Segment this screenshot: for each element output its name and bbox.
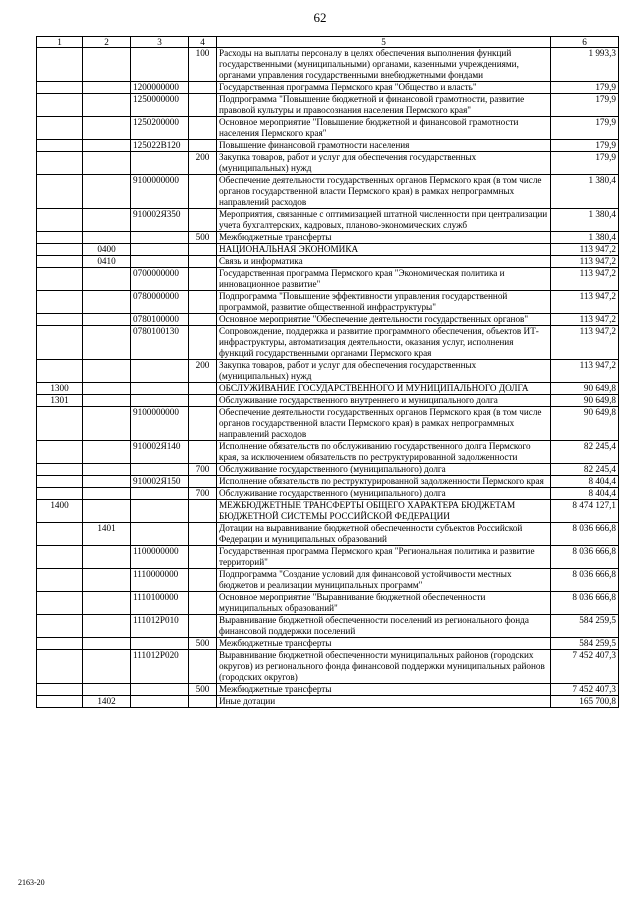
amount: 8 404,4: [551, 476, 619, 488]
column-header: 1: [37, 37, 83, 48]
subsection-code: 1402: [83, 696, 131, 708]
item-name: Обеспечение деятельности государственных органов Пермского края (в том числе органов государственной власти Пермского края) в рамках непрограммных направлений расходов: [217, 175, 551, 209]
subsection-code: [83, 360, 131, 383]
table-row: [37, 94, 619, 117]
section-code: [37, 488, 83, 500]
item-name: Мероприятия, связанные с оптимизацией штатной численности при централизации учета бухгалтерских, кадровых, планово-экономических служб: [217, 209, 551, 232]
section-code: 1301: [37, 395, 83, 407]
target-article-code: 1100000000: [131, 546, 189, 569]
amount: 113 947,2: [551, 360, 619, 383]
section-code: [37, 268, 83, 291]
amount: 179,9: [551, 152, 619, 175]
expense-type-code: [189, 140, 217, 152]
target-article-code: 0780100130: [131, 326, 189, 360]
table-row: [37, 407, 619, 441]
amount: 8 474 127,1: [551, 500, 619, 523]
expense-type-code: [189, 615, 217, 638]
target-article-code: 1110100000: [131, 592, 189, 615]
budget-table: [36, 36, 619, 708]
page-number: 62: [313, 10, 327, 25]
table-row: [37, 82, 619, 94]
item-name: МЕЖБЮДЖЕТНЫЕ ТРАНСФЕРТЫ ОБЩЕГО ХАРАКТЕРА БЮДЖЕТАМ БЮДЖЕТНОЙ СИСТЕМЫ РОССИЙСКОЙ ФЕДЕРАЦИИ: [217, 500, 551, 523]
section-code: [37, 117, 83, 140]
amount: 113 947,2: [551, 244, 619, 256]
item-name: Повышение финансовой грамотности населения: [217, 140, 551, 152]
subsection-code: [83, 94, 131, 117]
table-row: [37, 256, 619, 268]
expense-type-code: 100: [189, 48, 217, 82]
section-code: 1400: [37, 500, 83, 523]
item-name: НАЦИОНАЛЬНАЯ ЭКОНОМИКА: [217, 244, 551, 256]
subsection-code: [83, 395, 131, 407]
expense-type-code: 500: [189, 684, 217, 696]
subsection-code: [83, 464, 131, 476]
section-code: [37, 684, 83, 696]
table-row: [37, 615, 619, 638]
target-article-code: 125022В120: [131, 140, 189, 152]
target-article-code: [131, 395, 189, 407]
item-name: Государственная программа Пермского края "Экономическая политика и инновационное развитие": [217, 268, 551, 291]
amount: 113 947,2: [551, 291, 619, 314]
item-name: Подпрограмма "Повышение бюджетной и финансовой грамотности, развитие правовой культуры и правосознания населения Пермского края": [217, 94, 551, 117]
target-article-code: [131, 488, 189, 500]
table-row: [37, 684, 619, 696]
subsection-code: [83, 383, 131, 395]
table-row: [37, 476, 619, 488]
amount: 7 452 407,3: [551, 684, 619, 696]
amount: 113 947,2: [551, 268, 619, 291]
item-name: Исполнение обязательств по обслуживанию государственного долга Пермского края, за исключением обязательств по реструктурированной задолженности: [217, 441, 551, 464]
item-name: Расходы на выплаты персоналу в целях обеспечения выполнения функций государственными (муниципальными) органами, казенными учреждениями, органами управления государственными внебюджетными фондами: [217, 48, 551, 82]
amount: 90 649,8: [551, 383, 619, 395]
expense-type-code: [189, 383, 217, 395]
section-code: [37, 140, 83, 152]
item-name: Государственная программа Пермского края "Региональная политика и развитие территорий": [217, 546, 551, 569]
target-article-code: [131, 696, 189, 708]
target-article-code: 0780100000: [131, 314, 189, 326]
item-name: Иные дотации: [217, 696, 551, 708]
item-name: Основное мероприятие "Выравнивание бюджетной обеспеченности муниципальных образований": [217, 592, 551, 615]
subsection-code: [83, 140, 131, 152]
expense-type-code: [189, 291, 217, 314]
subsection-code: [83, 291, 131, 314]
amount: 1 993,3: [551, 48, 619, 82]
expense-type-code: [189, 650, 217, 684]
section-code: [37, 326, 83, 360]
expense-type-code: [189, 569, 217, 592]
subsection-code: [83, 232, 131, 244]
target-article-code: [131, 500, 189, 523]
expense-type-code: 200: [189, 360, 217, 383]
item-name: Основное мероприятие "Повышение бюджетной и финансовой грамотности населения Пермского края": [217, 117, 551, 140]
item-name: Обслуживание государственного (муниципального) долга: [217, 464, 551, 476]
section-code: [37, 209, 83, 232]
section-code: [37, 232, 83, 244]
expense-type-code: [189, 244, 217, 256]
amount: 179,9: [551, 82, 619, 94]
section-code: [37, 314, 83, 326]
table-row: [37, 268, 619, 291]
section-code: [37, 441, 83, 464]
subsection-code: [83, 592, 131, 615]
item-name: Межбюджетные трансферты: [217, 638, 551, 650]
target-article-code: 9100000000: [131, 407, 189, 441]
subsection-code: [83, 638, 131, 650]
subsection-code: [83, 615, 131, 638]
subsection-code: [83, 500, 131, 523]
expense-type-code: [189, 441, 217, 464]
table-row: [37, 464, 619, 476]
target-article-code: [131, 256, 189, 268]
target-article-code: 0700000000: [131, 268, 189, 291]
table-row: [37, 383, 619, 395]
expense-type-code: [189, 395, 217, 407]
amount: 1 380,4: [551, 209, 619, 232]
section-code: [37, 244, 83, 256]
amount: 82 245,4: [551, 464, 619, 476]
table-row: [37, 650, 619, 684]
table-row: [37, 152, 619, 175]
amount: 584 259,5: [551, 638, 619, 650]
section-code: [37, 592, 83, 615]
subsection-code: [83, 684, 131, 696]
table-row: [37, 523, 619, 546]
section-code: [37, 48, 83, 82]
item-name: Связь и информатика: [217, 256, 551, 268]
section-code: [37, 464, 83, 476]
item-name: Закупка товаров, работ и услуг для обеспечения государственных (муниципальных) нужд: [217, 152, 551, 175]
target-article-code: [131, 360, 189, 383]
amount: 113 947,2: [551, 326, 619, 360]
expense-type-code: [189, 256, 217, 268]
section-code: [37, 152, 83, 175]
item-name: Выравнивание бюджетной обеспеченности поселений из регионального фонда финансовой поддержки поселений: [217, 615, 551, 638]
subsection-code: [83, 268, 131, 291]
section-code: [37, 256, 83, 268]
expense-type-code: [189, 314, 217, 326]
expense-type-code: [189, 546, 217, 569]
table-row: [37, 500, 619, 523]
item-name: ОБСЛУЖИВАНИЕ ГОСУДАРСТВЕННОГО И МУНИЦИПАЛЬНОГО ДОЛГА: [217, 383, 551, 395]
amount: 1 380,4: [551, 232, 619, 244]
subsection-code: [83, 82, 131, 94]
expense-type-code: 700: [189, 464, 217, 476]
item-name: Подпрограмма "Создание условий для финансовой устойчивости местных бюджетов и реализации муниципальных программ": [217, 569, 551, 592]
expense-type-code: 500: [189, 232, 217, 244]
target-article-code: 1110000000: [131, 569, 189, 592]
subsection-code: [83, 48, 131, 82]
expense-type-code: [189, 523, 217, 546]
target-article-code: [131, 464, 189, 476]
item-name: Межбюджетные трансферты: [217, 232, 551, 244]
subsection-code: [83, 314, 131, 326]
column-header: 6: [551, 37, 619, 48]
table-row: [37, 291, 619, 314]
target-article-code: [131, 684, 189, 696]
target-article-code: 910002Я140: [131, 441, 189, 464]
expense-type-code: [189, 696, 217, 708]
item-name: Государственная программа Пермского края "Общество и власть": [217, 82, 551, 94]
table-header-row: [37, 37, 619, 48]
amount: 82 245,4: [551, 441, 619, 464]
amount: 584 259,5: [551, 615, 619, 638]
target-article-code: 1250000000: [131, 94, 189, 117]
target-article-code: 9100000000: [131, 175, 189, 209]
subsection-code: [83, 152, 131, 175]
amount: 8 036 666,8: [551, 546, 619, 569]
expense-type-code: [189, 268, 217, 291]
table-row: [37, 592, 619, 615]
amount: 90 649,8: [551, 407, 619, 441]
table-row: [37, 314, 619, 326]
subsection-code: [83, 175, 131, 209]
amount: 8 404,4: [551, 488, 619, 500]
table-row: [37, 140, 619, 152]
expense-type-code: [189, 117, 217, 140]
table-row: [37, 209, 619, 232]
section-code: [37, 615, 83, 638]
target-article-code: [131, 523, 189, 546]
section-code: [37, 291, 83, 314]
expense-type-code: [189, 94, 217, 117]
amount: 1 380,4: [551, 175, 619, 209]
amount: 179,9: [551, 140, 619, 152]
expense-type-code: [189, 476, 217, 488]
table-row: [37, 326, 619, 360]
section-code: 1300: [37, 383, 83, 395]
footer-code: 2163-20: [18, 878, 45, 887]
subsection-code: [83, 407, 131, 441]
section-code: [37, 696, 83, 708]
amount: 7 452 407,3: [551, 650, 619, 684]
subsection-code: 1401: [83, 523, 131, 546]
item-name: Подпрограмма "Повышение эффективности управления государственной программой, развитие общественной инфраструктуры": [217, 291, 551, 314]
subsection-code: [83, 326, 131, 360]
expense-type-code: [189, 500, 217, 523]
table-row: [37, 395, 619, 407]
subsection-code: [83, 569, 131, 592]
section-code: [37, 638, 83, 650]
column-header: 3: [131, 37, 189, 48]
expense-type-code: 700: [189, 488, 217, 500]
table-row: [37, 117, 619, 140]
item-name: Обслуживание государственного (муниципального) долга: [217, 488, 551, 500]
target-article-code: 910002Я350: [131, 209, 189, 232]
amount: 179,9: [551, 117, 619, 140]
table-row: [37, 696, 619, 708]
target-article-code: 111012Р010: [131, 615, 189, 638]
expense-type-code: 500: [189, 638, 217, 650]
item-name: Обеспечение деятельности государственных органов Пермского края (в том числе органов государственной власти Пермского края) в рамках непрограммных направлений расходов: [217, 407, 551, 441]
amount: 165 700,8: [551, 696, 619, 708]
target-article-code: 111012Р020: [131, 650, 189, 684]
subsection-code: [83, 476, 131, 488]
column-header: 4: [189, 37, 217, 48]
amount: 179,9: [551, 94, 619, 117]
section-code: [37, 175, 83, 209]
table-row: [37, 488, 619, 500]
table-row: [37, 638, 619, 650]
table-row: [37, 569, 619, 592]
subsection-code: 0400: [83, 244, 131, 256]
subsection-code: [83, 441, 131, 464]
section-code: [37, 569, 83, 592]
expense-type-code: [189, 407, 217, 441]
target-article-code: 1250200000: [131, 117, 189, 140]
section-code: [37, 82, 83, 94]
item-name: Основное мероприятие "Обеспечение деятельности государственных органов": [217, 314, 551, 326]
table-body: [37, 48, 619, 708]
target-article-code: [131, 244, 189, 256]
table-row: [37, 175, 619, 209]
subsection-code: [83, 546, 131, 569]
item-name: Обслуживание государственного внутреннего и муниципального долга: [217, 395, 551, 407]
section-code: [37, 94, 83, 117]
item-name: Исполнение обязательств по реструктурированной задолженности Пермского края: [217, 476, 551, 488]
expense-type-code: [189, 175, 217, 209]
target-article-code: [131, 152, 189, 175]
section-code: [37, 360, 83, 383]
section-code: [37, 546, 83, 569]
expense-type-code: 200: [189, 152, 217, 175]
item-name: Межбюджетные трансферты: [217, 684, 551, 696]
table-row: [37, 360, 619, 383]
target-article-code: [131, 232, 189, 244]
target-article-code: [131, 48, 189, 82]
amount: 8 036 666,8: [551, 523, 619, 546]
item-name: Дотации на выравнивание бюджетной обеспеченности субъектов Российской Федерации и муниципальных образований: [217, 523, 551, 546]
amount: 8 036 666,8: [551, 592, 619, 615]
amount: 113 947,2: [551, 256, 619, 268]
column-header: 2: [83, 37, 131, 48]
subsection-code: [83, 117, 131, 140]
expense-type-code: [189, 82, 217, 94]
item-name: Выравнивание бюджетной обеспеченности муниципальных районов (городских округов) из регионального фонда финансовой поддержки муниципальных районов (городских округов): [217, 650, 551, 684]
section-code: [37, 523, 83, 546]
table-row: [37, 441, 619, 464]
amount: 113 947,2: [551, 314, 619, 326]
section-code: [37, 476, 83, 488]
target-article-code: 910002Я150: [131, 476, 189, 488]
expense-type-code: [189, 326, 217, 360]
expense-type-code: [189, 209, 217, 232]
target-article-code: [131, 383, 189, 395]
target-article-code: 0780000000: [131, 291, 189, 314]
section-code: [37, 407, 83, 441]
subsection-code: 0410: [83, 256, 131, 268]
amount: 8 036 666,8: [551, 569, 619, 592]
table-row: [37, 244, 619, 256]
item-name: Закупка товаров, работ и услуг для обеспечения государственных (муниципальных) нужд: [217, 360, 551, 383]
target-article-code: 1200000000: [131, 82, 189, 94]
expense-type-code: [189, 592, 217, 615]
table-row: [37, 48, 619, 82]
table-row: [37, 232, 619, 244]
amount: 90 649,8: [551, 395, 619, 407]
table-row: [37, 546, 619, 569]
subsection-code: [83, 209, 131, 232]
target-article-code: [131, 638, 189, 650]
section-code: [37, 650, 83, 684]
item-name: Сопровождение, поддержка и развитие программного обеспечения, объектов ИТ-инфраструктуры, автоматизация деятельности, оказания услуг, исполнения функций государственными органами Пермского края: [217, 326, 551, 360]
subsection-code: [83, 650, 131, 684]
subsection-code: [83, 488, 131, 500]
column-header: 5: [217, 37, 551, 48]
